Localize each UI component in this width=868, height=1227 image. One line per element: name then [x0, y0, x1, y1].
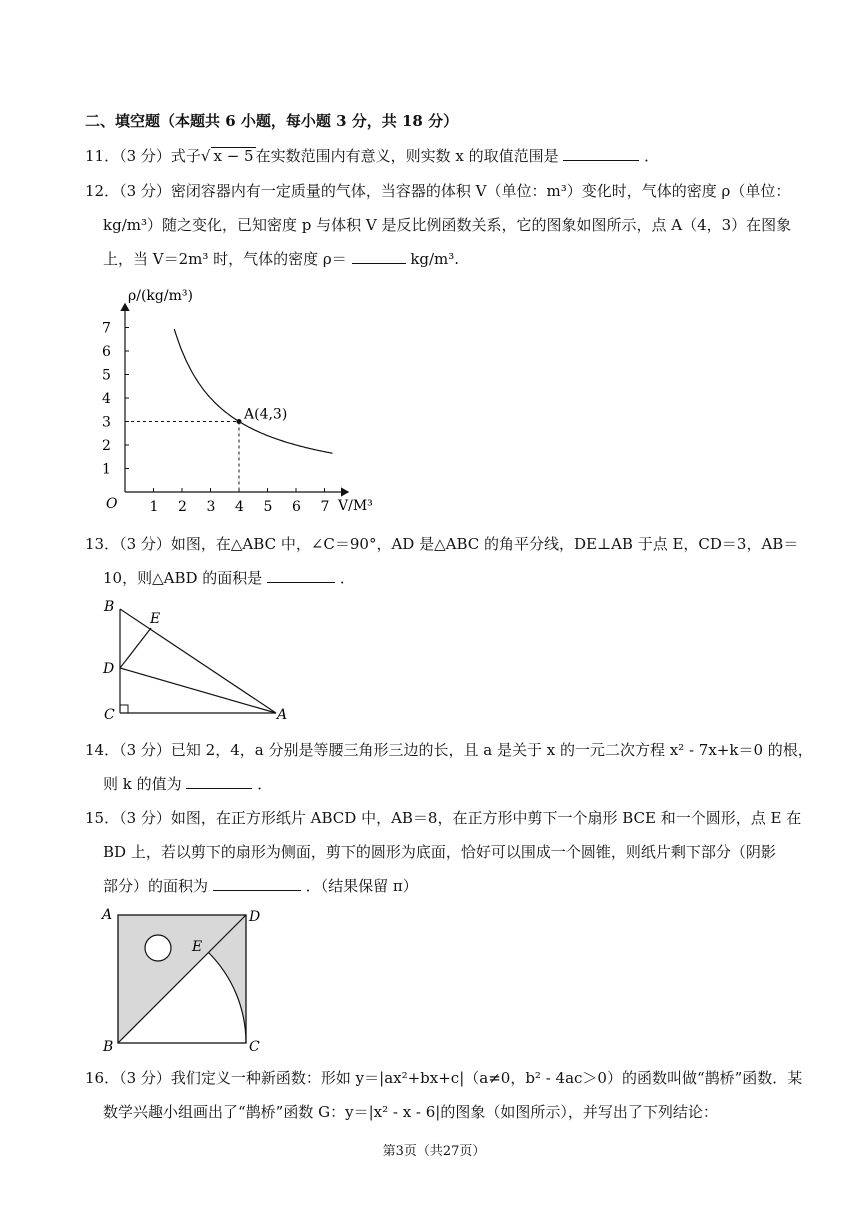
square-abcd-figure [100, 905, 270, 1055]
x-tick-label: 5 [263, 499, 273, 515]
x-tick-label: 2 [178, 499, 187, 515]
q14-line-2 [103, 774, 272, 794]
origin-label: O [106, 496, 118, 512]
label-a: A [102, 907, 113, 923]
q11-answer-blank[interactable] [563, 146, 639, 161]
point-a-label: A(4,3) [244, 406, 288, 423]
label-d: D [249, 909, 261, 925]
question-11 [85, 146, 659, 166]
label-c: C [249, 1039, 260, 1055]
q15-line-1: 15．（3 分）如图，在正方形纸片 ABCD 中，AB＝8，在正方形中剪下一个扇形 BCE 和一个圆形，点 E 在 [85, 809, 802, 827]
label-d: D [103, 661, 115, 677]
label-b: B [104, 599, 115, 615]
q15-line-3 [103, 876, 418, 896]
right-angle-mark [120, 705, 128, 713]
q13-line-2 [103, 568, 355, 588]
y-tick-label: 1 [102, 461, 111, 478]
y-tick-label: 2 [102, 438, 111, 454]
y-tick-label: 4 [102, 391, 111, 407]
density-volume-graph [90, 282, 390, 522]
q11-radicand: x − 5 [213, 147, 254, 165]
y-tick-label: 3 [102, 414, 111, 431]
label-c: C [104, 707, 115, 723]
label-e: E [150, 611, 161, 627]
q12-line-1: 12．（3 分）密闭容器内有一定质量的气体，当容器的体积 V（单位：m³）变化时，气体的密度 ρ（单位： [85, 182, 791, 200]
q11-pre: 式子 [170, 147, 201, 165]
page-footer: 第3页（共27页） [382, 1144, 486, 1159]
label-a: A [277, 707, 288, 723]
q15-line-2: BD 上，若以剪下的扇形为侧面，剪下的圆形为底面，恰好可以围成一个圆锥，则纸片剩下部分（阴影 [103, 843, 776, 861]
q13-line-2-pre: 10，则△ABD 的面积是 [103, 569, 263, 587]
q13-line-2-post: ． [339, 569, 355, 587]
q11-post: 在实数范围内有意义，则实数 x 的取值范围是 [255, 147, 559, 165]
q16-line-2: 数学兴趣小组画出了“鹊桥”函数 G：y＝|x² - x - 6|的图象（如图所示），并写出了下列结论： [103, 1103, 718, 1121]
x-tick-label: 7 [320, 499, 330, 515]
q11-end: ． [644, 147, 660, 165]
segment-ad [120, 668, 276, 713]
y-tick-label: 7 [102, 320, 111, 337]
q11-score: （3 分） [119, 147, 171, 165]
q13-answer-blank[interactable] [267, 568, 335, 583]
x-tick-label: 1 [149, 499, 159, 515]
q15-line-3-pre: 部分）的面积为 [103, 877, 209, 895]
q12-line-2: kg/m³）随之变化，已知密度 p 与体积 V 是反比例函数关系，它的图象如图所示，点 A（4，3）在图象 [103, 216, 792, 234]
inverse-proportion-curve [174, 329, 332, 453]
q12-line-3 [103, 249, 459, 269]
q12-answer-blank[interactable] [352, 249, 406, 264]
point-a-marker [237, 419, 242, 424]
label-e: E [192, 939, 203, 955]
y-axis-label: ρ/(kg/m³) [128, 288, 193, 304]
cut-circle [145, 935, 171, 961]
q15-line-3-post: ．（结果保留 π） [305, 877, 418, 895]
side-ab [120, 609, 276, 713]
section-title: 二、填空题（本题共 6 小题，每小题 3 分，共 18 分） [85, 112, 459, 130]
q13-line-1: 13．（3 分）如图，在△ABC 中，∠C＝90°，AD 是△ABC 的角平分线，DE⊥AB 于点 E，CD＝3，AB＝ [85, 535, 799, 553]
q14-line-1: 14．（3 分）已知 2，4，a 分别是等腰三角形三边的长，且 a 是关于 x 的一元二次方程 x² - 7x+k＝0 的根， [85, 741, 813, 759]
q14-line-2-post: ． [257, 775, 273, 793]
q12-line-3-post: kg/m³. [410, 250, 460, 268]
segment-de [120, 628, 151, 668]
triangle-abc-figure [98, 595, 298, 725]
y-tick-label: 5 [102, 367, 111, 384]
q12-line-3-pre: 上，当 V＝2m³ 时，气体的密度 ρ＝ [103, 250, 347, 268]
q14-answer-blank[interactable] [186, 774, 252, 789]
q14-line-2-pre: 则 k 的值为 [103, 775, 182, 793]
q16-line-1: 16．（3 分）我们定义一种新函数：形如 y＝|ax²+bx+c|（a≠0，b² - 4ac＞0）的函数叫做“鹊桥”函数．某 [85, 1069, 803, 1087]
x-tick-label: 4 [235, 499, 244, 515]
y-tick-label: 6 [102, 344, 111, 360]
x-axis-label: V/M³ [338, 498, 373, 514]
q15-answer-blank[interactable] [213, 876, 301, 891]
sqrt-symbol: √ [200, 147, 211, 165]
label-b: B [103, 1039, 114, 1055]
q11-number: 11． [85, 147, 120, 165]
x-tick-label: 3 [206, 499, 216, 515]
x-tick-label: 6 [292, 499, 301, 515]
